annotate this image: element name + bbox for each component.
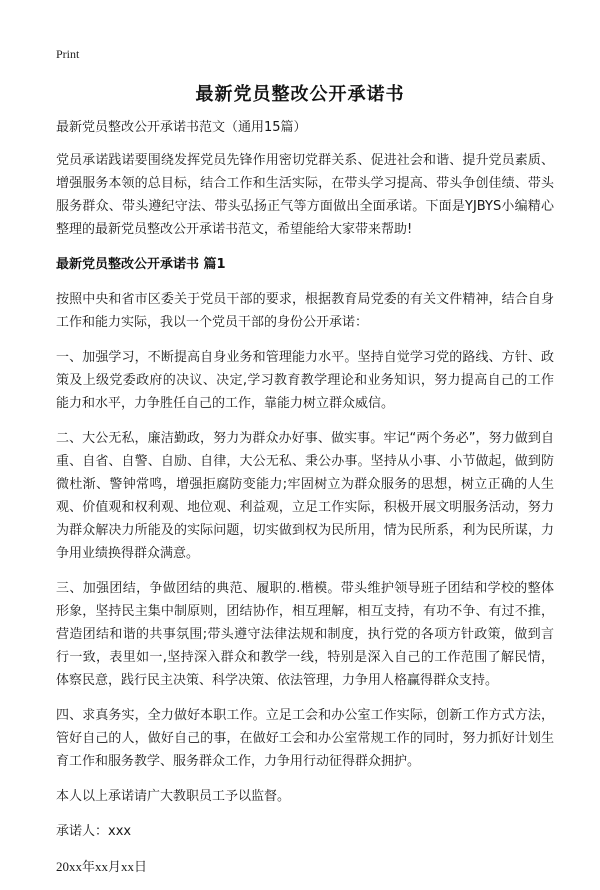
date-line: 20xx年xx月xx日 bbox=[56, 859, 148, 874]
page-title: 最新党员整改公开承诺书 bbox=[195, 84, 405, 105]
print-link[interactable]: Print bbox=[56, 47, 80, 61]
body-paragraph-1: 按照中央和省市区委关于党员干部的要求，根据教育局党委的有关文件精神，结合自身工作和能力实际，我以一个党员干部的身份公开承诺： bbox=[56, 292, 554, 330]
document-body bbox=[56, 116, 554, 890]
signer-line: 承诺人：xxx bbox=[56, 824, 132, 839]
document-subtitle: 最新党员整改公开承诺书范文（通用15篇） bbox=[56, 120, 307, 135]
body-paragraph-5: 四、求真务实，全力做好本职工作。立足工会和办公室工作实际，创新工作方式方法，管好自己的人，做好自己的事，在做好工会和办公室常规工作的同时，努力抓好计划生育工作和服务教学、服务群众工作，力争用行动征得群众拥护。 bbox=[56, 708, 554, 769]
body-paragraph-4: 三、加强团结，争做团结的典范、履职的.楷模。带头维护领导班子团结和学校的整体形象，坚持民主集中制原则，团结协作，相互理解，相互支持，有功不争、有过不推，营造团结和谐的共事氛围;带头遵守法律法规和制度，执行党的各项方针政策，做到言行一致，表里如一,坚持深入群众和教学一线，特别是深入自己的工作范围了解民情，体察民意，践行民主决策、科学决策、依法管理，力争用人格赢得群众支持。 bbox=[56, 581, 554, 688]
body-paragraph-6: 本人以上承诺请广大教职员工予以监督。 bbox=[56, 789, 291, 804]
intro-paragraph: 党员承诺践诺要围绕发挥党员先锋作用密切党群关系、促进社会和谐、提升党员素质、增强服务本领的总目标，结合工作和生活实际，在带头学习提高、带头争创佳绩、带头服务群众、带头遵纪守法、带头弘扬正气等方面做出全面承诺。下面是YJBYS小编精心整理的最新党员整改公开承诺书范文，希望能给大家带来帮助! bbox=[56, 153, 554, 237]
body-paragraph-3: 二、大公无私，廉洁勤政，努力为群众办好事、做实事。牢记“两个务必”，努力做到自重、自省、自警、自励、自律，大公无私、秉公办事。坚持从小事、小节做起，做到防微杜渐、警钟常鸣，增强拒腐防变能力;牢固树立为群众服务的思想，树立正确的人生观、价值观和权利观、地位观、利益观，立足工作实际，积极开展文明服务活动，努力为群众解决力所能及的实际问题，切实做到权为民所用，情为民所系，利为民所谋，力争用业绩换得群众满意。 bbox=[56, 431, 554, 561]
section-heading: 最新党员整改公开承诺书 篇1 bbox=[56, 257, 226, 272]
body-paragraph-2: 一、加强学习，不断提高自身业务和管理能力水平。坚持自觉学习党的路线、方针、政策及上级党委政府的决议、决定,学习教育教学理论和业务知识，努力提高自己的工作能力和水平，力争胜任自己的工作，靠能力树立群众威信。 bbox=[56, 350, 554, 411]
